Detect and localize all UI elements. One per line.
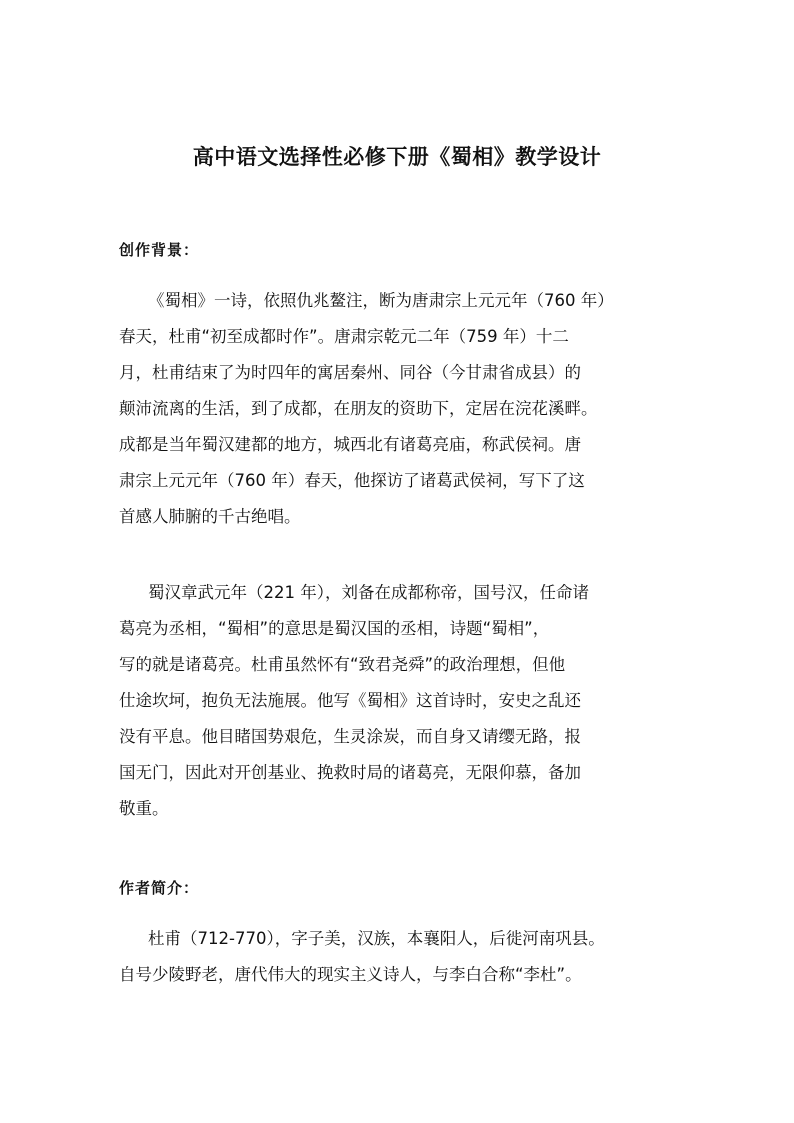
text-line: 葛亮为丞相，“蜀相”的意思是蜀汉国的丞相，诗题“蜀相”， xyxy=(119,619,550,638)
paragraph-author-1 xyxy=(119,921,685,993)
text-line: 没有平息。他目睹国势艰危，生灵涂炭，而自身又请缨无路，报 xyxy=(119,727,581,746)
paragraph-background-1 xyxy=(119,283,685,535)
text-line: 《蜀相》一诗，依照仇兆鳌注，断为唐肃宗上元元年（760 年） xyxy=(148,291,614,310)
text-line: 写的就是诸葛亮。杜甫虽然怀有“致君尧舜”的政治理想，但他 xyxy=(119,655,566,674)
text-line: 杜甫（712-770），字子美，汉族，本襄阳人，后徙河南巩县。 xyxy=(148,929,605,948)
text-line: 成都是当年蜀汉建都的地方，城西北有诸葛亮庙，称武侯祠。唐 xyxy=(119,435,581,454)
section-heading-background: 创作背景： xyxy=(119,241,200,259)
text-line: 仕途坎坷，抱负无法施展。他写《蜀相》这首诗时，安史之乱还 xyxy=(119,691,581,710)
text-line: 首感人肺腑的千古绝唱。 xyxy=(119,507,301,526)
paragraph-background-2 xyxy=(119,575,685,827)
text-line: 月，杜甫结束了为时四年的寓居秦州、同谷（今甘肃省成县）的 xyxy=(119,363,581,382)
text-line: 春天，杜甫“初至成都时作”。唐肃宗乾元二年（759 年）十二 xyxy=(119,327,569,346)
text-line: 自号少陵野老，唐代伟大的现实主义诗人，与李白合称“李杜”。 xyxy=(119,965,582,984)
text-line: 肃宗上元元年（760 年）春天，他探访了诸葛武侯祠，写下了这 xyxy=(119,471,585,490)
text-line: 颠沛流离的生活，到了成都，在朋友的资助下，定居在浣花溪畔。 xyxy=(119,399,598,418)
text-line: 国无门，因此对开创基业、挽救时局的诸葛亮，无限仰慕，备加 xyxy=(119,763,581,782)
text-line: 敬重。 xyxy=(119,799,169,818)
document-title: 高中语文选择性必修下册《蜀相》教学设计 xyxy=(192,144,602,169)
text-line: 蜀汉章武元年（221 年），刘备在成都称帝，国号汉，任命诸 xyxy=(148,583,589,602)
section-heading-author: 作者简介： xyxy=(119,879,200,897)
